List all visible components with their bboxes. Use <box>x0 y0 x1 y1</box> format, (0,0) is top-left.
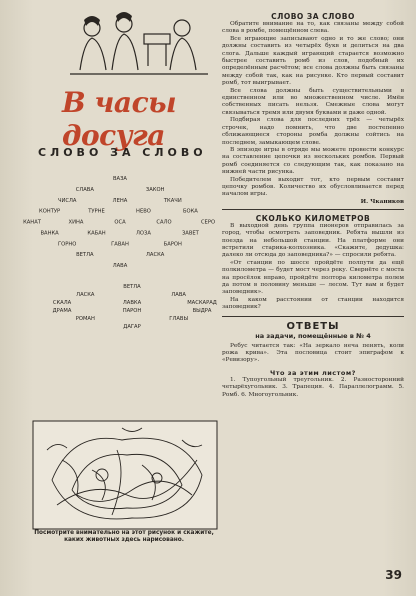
km-paragraph: «От станции по шоссе пройдёте полпути да ещё полкилометра — будет мост через реку. Свернёте с моста на просёлок вправо, пройдёте полтора километра полем да потом в половину меньше — лесом. Тут вам и будет заповедник». <box>222 259 404 296</box>
rhombus-word: ДАГАР <box>123 324 141 330</box>
rhombus-word: ВЕТЛА <box>123 284 141 290</box>
rhombus-word: САЛО <box>156 219 172 226</box>
divider <box>222 209 404 210</box>
rhombus-word: РОМАН <box>75 316 95 322</box>
rhombus-word: ГЛАВЫ <box>169 316 189 322</box>
rhombus-word: БОКА <box>182 208 198 215</box>
answers-title: ОТВЕТЫ <box>286 320 340 332</box>
rhombus-word: ЛАВА <box>112 263 128 270</box>
article-signature: И. Чкаников <box>360 198 404 205</box>
article-paragraph: Обратите внимание на то, как связаны между собой слова в ромбе, помещённом слева. <box>222 21 404 35</box>
rhombus-word: ЗАКОН <box>145 186 165 193</box>
right-column <box>222 12 404 582</box>
article-paragraph: Победителем выходит тот, кто первым составит цепочку ромбов. Количество их обусловливается перед началом игры. <box>222 176 404 198</box>
rhombus-word: ПАРОН <box>122 308 142 314</box>
rhombus-word: ЛАВКА <box>122 300 142 306</box>
rhombus-word: КАБАН <box>87 230 106 237</box>
article-title: СЛОВО ЗА СЛОВО <box>271 12 355 21</box>
word-rhombus-chain <box>52 280 217 340</box>
rhombus-word: ЛАСКА <box>146 252 165 259</box>
rhombus-word: ВЕТЛА <box>76 252 94 259</box>
rhombus-word: СКАЛА <box>52 300 72 306</box>
rhombus-word: ГОРНО <box>58 241 77 248</box>
km-paragraph: На каком расстоянии от станции находится заповедник? <box>222 296 404 311</box>
km-paragraph: В выходной день группа пионеров отправилась за город, чтобы осмотреть заповедник. Ребята вышли из поезда на небольшой станции. На платформе они встретили старика-колхозника. «Скажите, дедушка: далеко ли отсюда до заповедника?» — спросили ребята. <box>222 222 404 259</box>
article-paragraph: В эпизоде игры в отряде мы можете провести конкурс на составление цепочки из нескольких ромбов. Первый ромб соединяется со следующим так, как показано на нижней части рисунка. <box>222 146 404 176</box>
page-number: 39 <box>385 568 402 582</box>
rhombus-word: КАНАТ <box>23 219 41 226</box>
rhombus-word: ТУРНЕ <box>88 208 105 215</box>
rhombus-word: ДРАМА <box>52 308 72 314</box>
rhombus-word: ОСА <box>114 219 126 226</box>
rhombus-word: ТКАЧИ <box>163 197 182 204</box>
children-illustration <box>62 10 212 80</box>
rhombus-word: ЛЕНА <box>112 197 128 204</box>
section-title: В часы досуга <box>62 86 177 152</box>
puzzle-title: СЛОВО ЗА СЛОВО <box>38 146 207 159</box>
article-body <box>222 21 404 199</box>
hidden-animals-drawing <box>32 420 218 530</box>
km-body <box>222 223 404 312</box>
article-paragraph: Все играющие записывают одно и то же слово; они должны составить из четырёх букв и делиться на два слога. Дальше каждый играющий старается возможно быстрее составить ромб из слов, подобный их определённым расчётом; все слова должны быть связаны между собой так, как на рисунке. Кто первый составит ромб, тот выигрывает. <box>222 35 404 87</box>
divider <box>222 316 404 317</box>
rebus-answer: Ребус читается так: «На зеркало неча пенять, коли рожа крива». Эта пословица стоит эпиграфом к «Ревизору». <box>222 342 404 364</box>
rhombus-word: ХИНА <box>68 219 84 226</box>
rhombus-word: ЛАСКА <box>76 292 95 298</box>
word-rhombus <box>22 172 218 282</box>
rhombus-word: ЛОЗА <box>136 230 151 237</box>
rhombus-word: ГАВАН <box>111 241 129 248</box>
what-title: Что за этим листом? <box>270 368 356 377</box>
left-column <box>22 10 218 570</box>
answers-subtitle: на задачи, помещённые в № 4 <box>255 331 371 340</box>
article-paragraph: Все слова должны быть существительными в единственном или во множественном числе. Имён собственных писать нельзя. Смежные слова могут связываться тремя или двумя буквами и даже одной. <box>222 87 404 116</box>
rhombus-word: ВАНКА <box>40 230 59 237</box>
drawing-caption: Посмотрите внимательно на этот рисунок и скажите, каких животных здесь нарисовано. <box>34 530 214 543</box>
rhombus-word: БАРОН <box>163 241 182 248</box>
rhombus-word: ВАЗА <box>113 176 127 182</box>
rhombus-word: ЛАВА <box>171 292 186 298</box>
rhombus-word: ВЫДРА <box>192 308 212 314</box>
rhombus-word: СЕРО <box>200 219 216 226</box>
rhombus-word: МАСКАРАД <box>187 300 217 306</box>
km-title: СКОЛЬКО КИЛОМЕТРОВ <box>255 213 371 223</box>
rhombus-word: КОНТУР <box>39 208 61 215</box>
article-paragraph: Подбирая слова для последних трёх — четырёх строчек, надо помнить, что две постепенно сближающиеся стороны ромба должны сойтись на последнем, замыкающем слове. <box>222 117 404 146</box>
rhombus-word: СЛАВА <box>75 186 94 193</box>
rhombus-word: ЗАВЕТ <box>181 230 199 237</box>
what-answer: 1. Тупоугольный треугольник. 2. Разносторонний четырёхугольник. 3. Трапеция. 4. Параллелограмм. 5. Ромб. 6. Многоугольник. <box>222 376 404 398</box>
rhombus-word: НЕВО <box>136 208 151 215</box>
rhombus-word: ЧИСЛА <box>57 197 77 204</box>
